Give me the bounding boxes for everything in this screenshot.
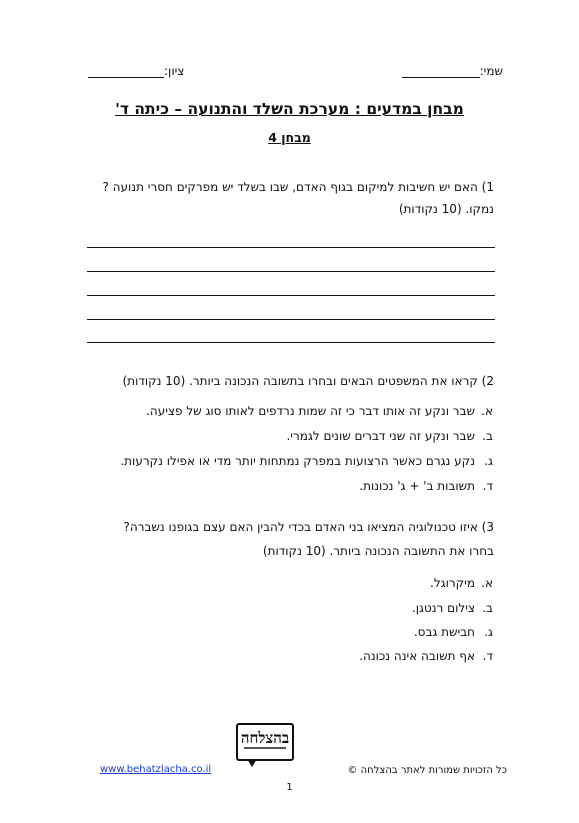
option-letter: ד. — [482, 479, 493, 493]
question-1-line-2: נמקו. (10 נקודות) — [398, 202, 494, 216]
name-label: שמי: — [479, 64, 503, 78]
option-text: נקע נגרם כאשר הרצועות במפרק נמתחות יותר מדי או אפילו נקרעות. — [120, 454, 475, 468]
page-title: מבחן במדעים : מערכת השלד והתנועה – כיתה ד' — [115, 100, 464, 118]
option-letter: ג. — [484, 625, 493, 639]
question-2-option-b[interactable] — [73, 429, 493, 443]
option-text: שבר ונקע זה שני דברים שונים לגמרי. — [286, 429, 475, 443]
name-line — [402, 65, 480, 78]
option-letter: א. — [481, 404, 493, 418]
behatzlacha-logo — [236, 723, 294, 761]
copyright-text: כל הזכויות שמורות לאתר בהצלחה © — [347, 765, 507, 776]
answer-line-4[interactable] — [87, 319, 495, 320]
exam-number: מבחן 4 — [268, 130, 311, 145]
website-link[interactable]: www.behatzlacha.co.il — [100, 764, 212, 775]
question-2-option-c[interactable] — [73, 454, 493, 468]
question-2-text: 2) קראו את המשפטים הבאים ובחרו בתשובה הנכונה ביותר. (10 נקודות) — [122, 374, 494, 388]
grade-line — [88, 65, 164, 78]
question-3-option-c[interactable] — [73, 625, 493, 639]
option-text: שבר ונקע זה אותו דבר כי זה שמות נרדפים לאותו סוג של פציעה. — [146, 404, 475, 418]
option-text: אף תשובה אינה נכונה. — [359, 649, 475, 663]
question-3-option-b[interactable] — [73, 601, 493, 615]
question-3-option-a[interactable] — [73, 576, 493, 590]
answer-line-1[interactable] — [87, 247, 495, 248]
option-letter: ד. — [482, 649, 493, 663]
answer-line-3[interactable] — [87, 295, 495, 296]
grade-field — [88, 64, 184, 78]
logo-speech-tail — [247, 759, 257, 767]
question-2-option-a[interactable] — [73, 404, 493, 418]
grade-label: ציון: — [164, 64, 185, 78]
logo-underline — [244, 747, 286, 749]
option-letter: ב. — [482, 429, 493, 443]
answer-line-5[interactable] — [87, 342, 495, 343]
logo-text: בהצלחה — [240, 729, 290, 747]
answer-line-2[interactable] — [87, 271, 495, 272]
name-field — [402, 64, 503, 78]
page-number: 1 — [286, 782, 293, 793]
option-text: צילום רנטגן. — [411, 601, 475, 615]
option-letter: ב. — [482, 601, 493, 615]
option-letter: ג. — [484, 454, 493, 468]
question-2-option-d[interactable] — [73, 479, 493, 493]
option-letter: א. — [481, 576, 493, 590]
question-3-option-d[interactable] — [73, 649, 493, 663]
question-1-line-1: 1) האם יש חשיבות למיקום בגוף האדם, שבו בשלד יש מפרקים חסרי תנועה ? — [102, 180, 494, 194]
option-text: חבישת גבס. — [413, 625, 475, 639]
question-3-line-2: בחרו את התשובה הנכונה ביותר. (10 נקודות) — [262, 544, 494, 558]
option-text: מיקרוגל. — [430, 576, 475, 590]
question-3-line-1: 3) איזו טכנולוגיה המציאו בני האדם בכדי להבין האם עצם בגופנו נשברה? — [123, 520, 494, 534]
option-text: תשובות ב' + ג' נכונות. — [359, 479, 475, 493]
